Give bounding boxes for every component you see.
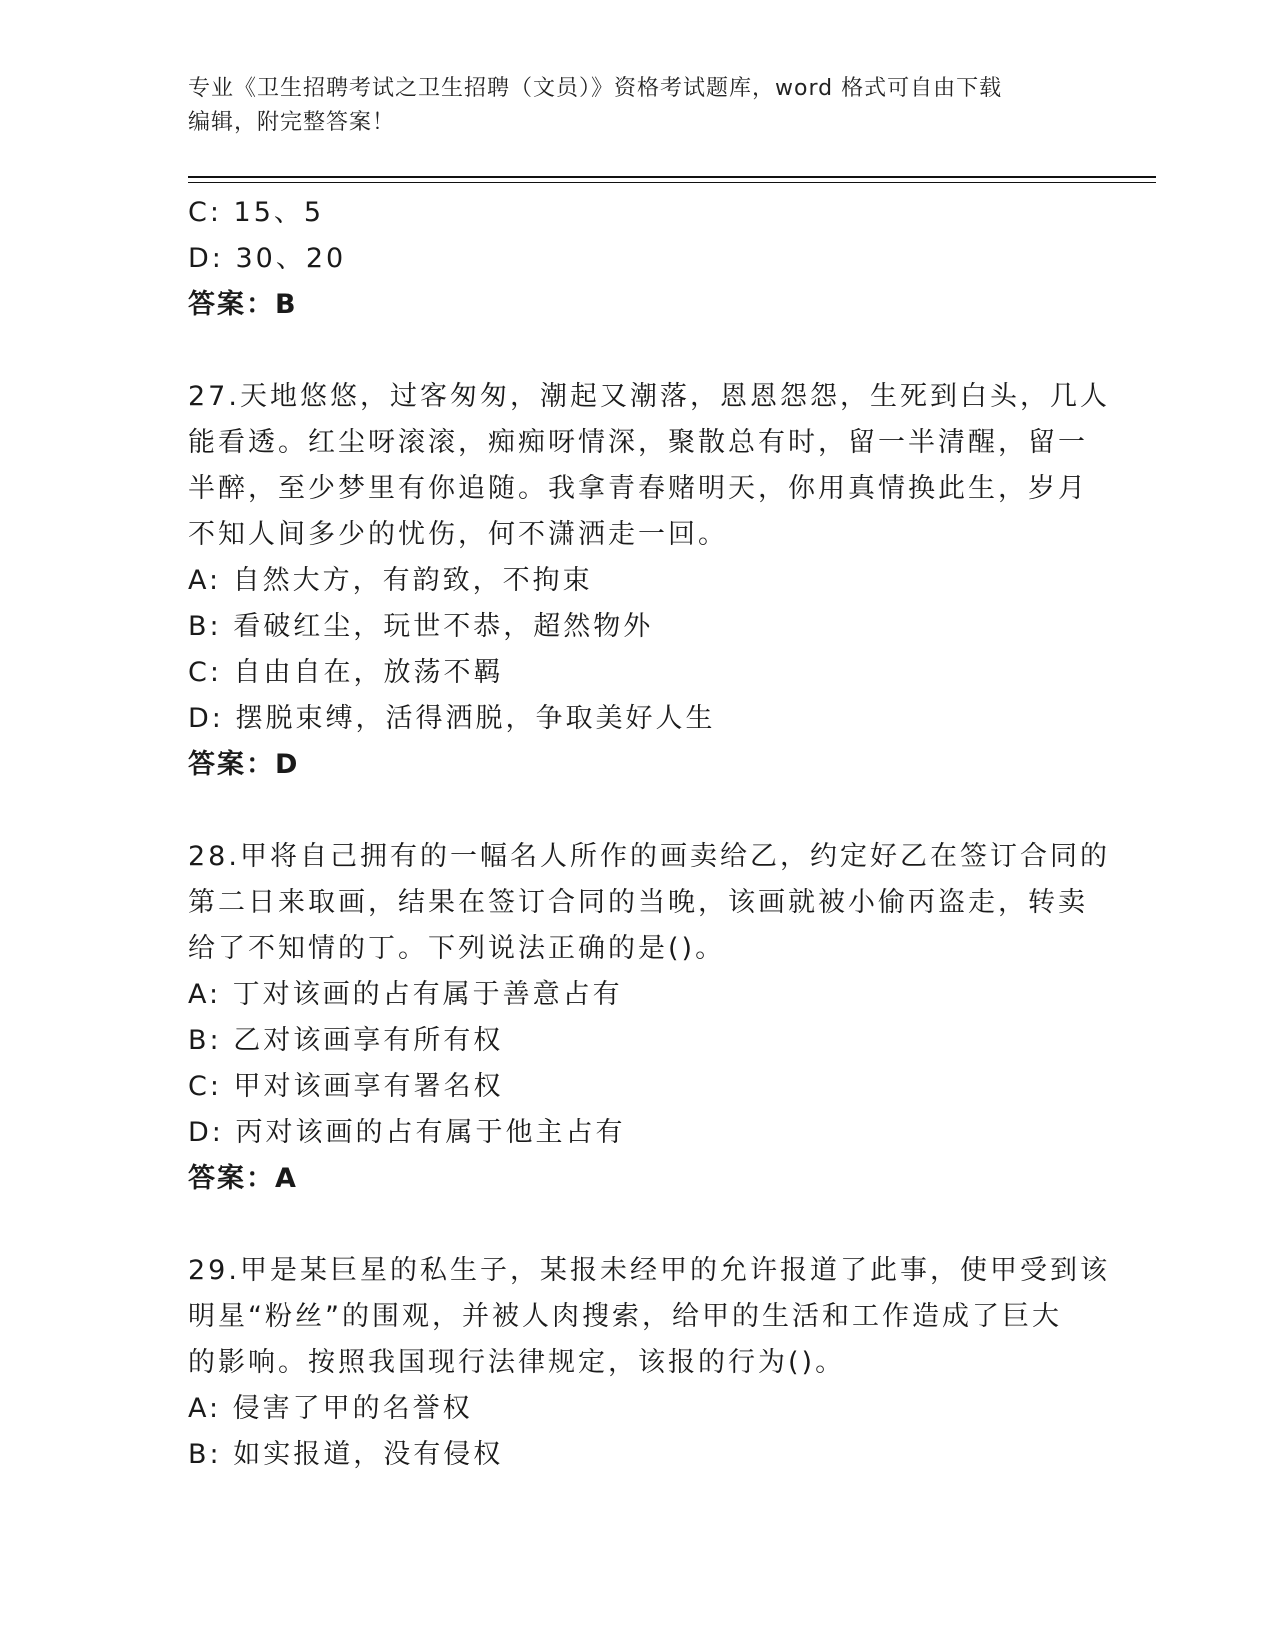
- question-stem-line: 不知人间多少的忧伤，何不潇洒走一回。: [188, 519, 728, 550]
- question-stem-line: 给了不知情的丁。下列说法正确的是()。: [188, 933, 726, 964]
- question-stem-line: 的影响。按照我国现行法律规定，该报的行为()。: [188, 1347, 846, 1378]
- option-c: C: 自由自在，放荡不羁: [188, 657, 504, 688]
- question-stem-line: 第二日来取画，结果在签订合同的当晚，该画就被小偷丙盗走，转卖: [188, 887, 1088, 918]
- question-spacer: [188, 328, 1088, 374]
- question-stem-line: 明星“粉丝”的围观，并被人肉搜索，给甲的生活和工作造成了巨大: [188, 1301, 1062, 1332]
- header-line-1: 专业《卫生招聘考试之卫生招聘（文员）》资格考试题库，word 格式可自由下载: [188, 76, 1003, 101]
- question-stem-line: 能看透。红尘呀滚滚，痴痴呀情深，聚散总有时，留一半清醒，留一: [188, 427, 1088, 458]
- question-27: [188, 374, 1110, 788]
- question-stem-line: 29.甲是某巨星的私生子，某报未经甲的允许报道了此事，使甲受到该: [188, 1255, 1110, 1286]
- document-header: [188, 72, 1088, 140]
- option-b: B: 如实报道，没有侵权: [188, 1439, 504, 1470]
- option-d: D: 30、20: [188, 243, 347, 274]
- header-line-2: 编辑，附完整答案！: [188, 110, 396, 135]
- option-c: C: 15、5: [188, 197, 325, 228]
- answer-line: 答案：B: [188, 289, 298, 320]
- question-content: [188, 190, 1110, 1478]
- question-26-tail: [188, 190, 1088, 328]
- option-a: A: 侵害了甲的名誉权: [188, 1393, 473, 1424]
- option-a: A: 丁对该画的占有属于善意占有: [188, 979, 623, 1010]
- option-a: A: 自然大方，有韵致，不拘束: [188, 565, 593, 596]
- question-29: [188, 1248, 1110, 1478]
- question-stem-line: 28.甲将自己拥有的一幅名人所作的画卖给乙，约定好乙在签订合同的: [188, 841, 1110, 872]
- question-28: [188, 834, 1110, 1202]
- option-c: C: 甲对该画享有署名权: [188, 1071, 504, 1102]
- answer-line: 答案：D: [188, 749, 300, 780]
- question-stem-line: 27.天地悠悠，过客匆匆，潮起又潮落，恩恩怨怨，生死到白头，几人: [188, 381, 1110, 412]
- option-b: B: 看破红尘，玩世不恭，超然物外: [188, 611, 654, 642]
- question-spacer: [188, 1202, 1088, 1248]
- answer-line: 答案：A: [188, 1163, 298, 1194]
- header-divider-thick: [188, 176, 1156, 178]
- question-stem-line: 半醉，至少梦里有你追随。我拿青春赌明天，你用真情换此生，岁月: [188, 473, 1088, 504]
- option-b: B: 乙对该画享有所有权: [188, 1025, 504, 1056]
- question-spacer: [188, 788, 1088, 834]
- option-d: D: 摆脱束缚，活得洒脱，争取美好人生: [188, 703, 716, 734]
- header-divider-thin: [188, 182, 1156, 183]
- option-d: D: 丙对该画的占有属于他主占有: [188, 1117, 626, 1148]
